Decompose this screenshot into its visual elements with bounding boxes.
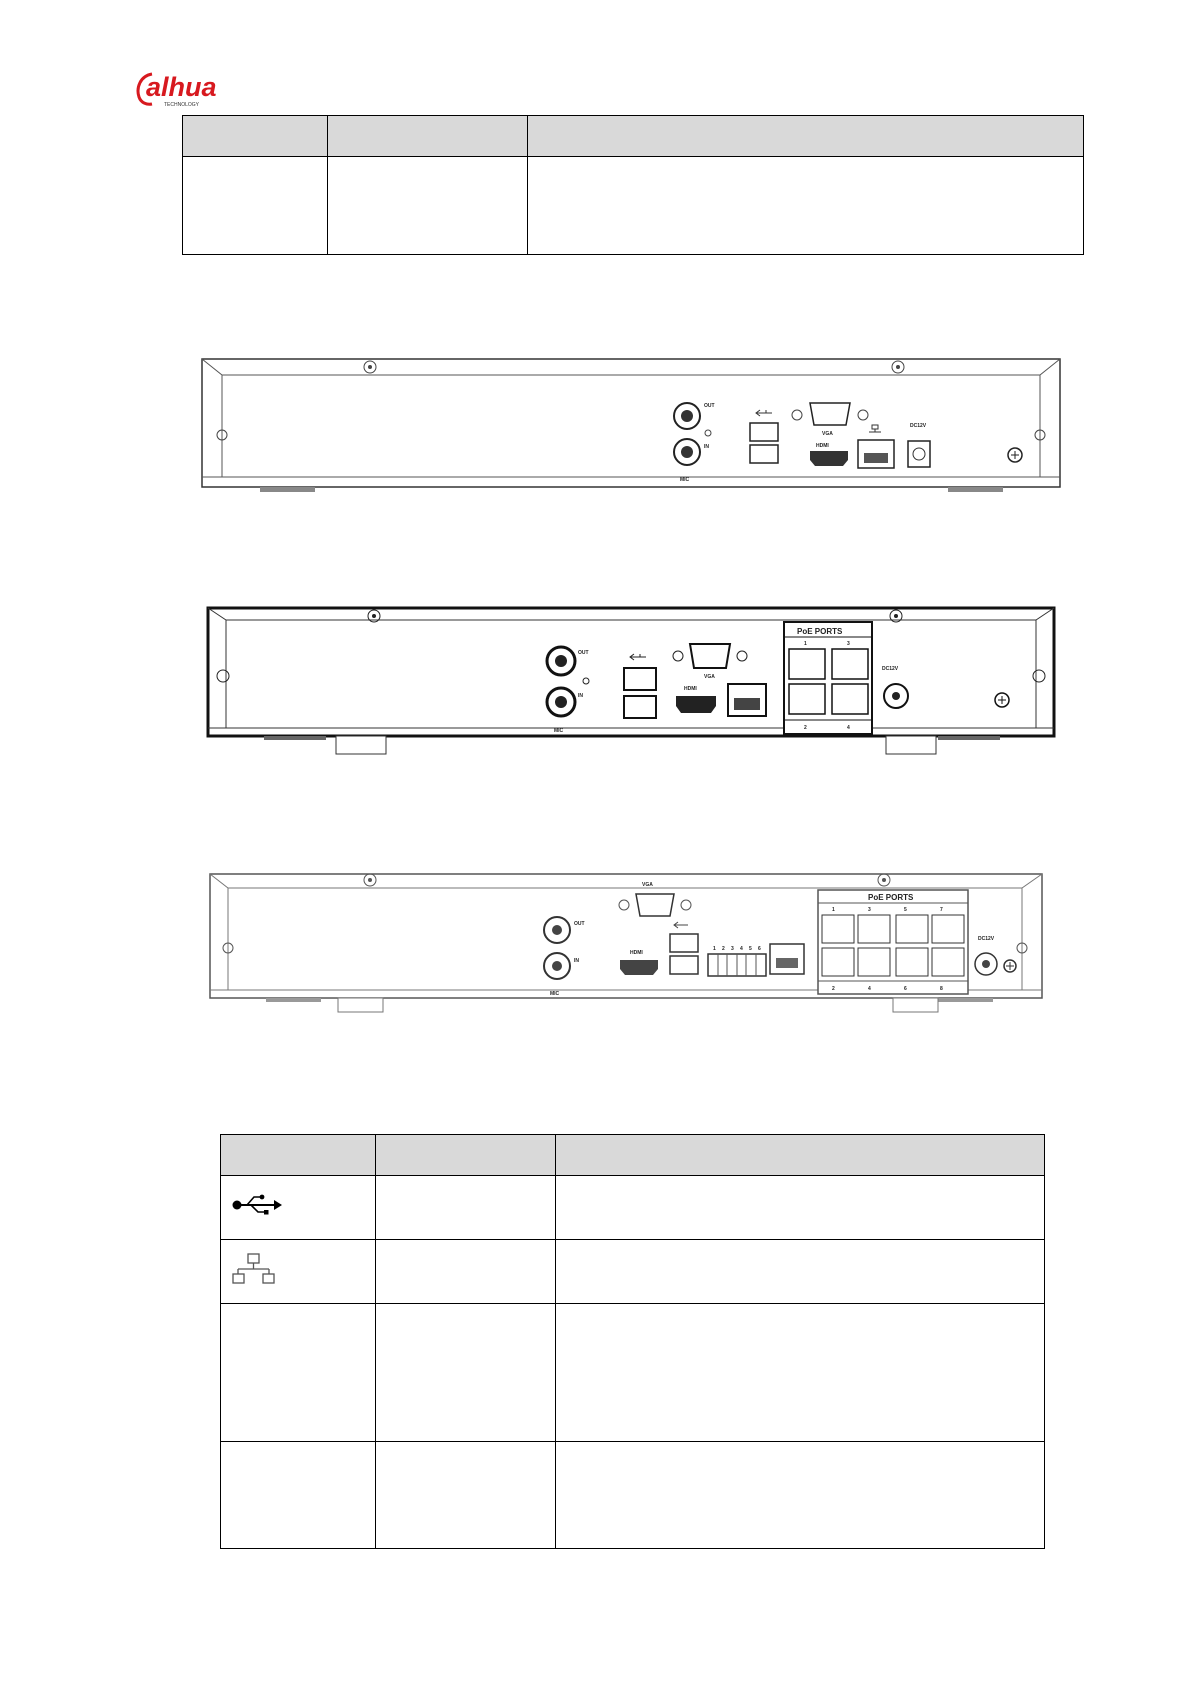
table-cell [183, 157, 328, 255]
hdmi-label: HDMI [816, 443, 829, 449]
poe-port-number: 5 [904, 907, 907, 913]
poe-port-number: 8 [940, 986, 943, 992]
usb-port [624, 668, 656, 690]
poe-port-number: 6 [904, 986, 907, 992]
usb-port [624, 696, 656, 718]
alarm-terminal-number: 2 [722, 946, 725, 952]
port-description-table [220, 1134, 1045, 1549]
hdmi-port [676, 696, 716, 713]
poe-port-group [818, 890, 968, 994]
mic-label: MIC [680, 477, 690, 483]
network-port [770, 944, 804, 974]
poe-port-number: 3 [868, 907, 871, 913]
vga-label: VGA [822, 431, 833, 437]
poe-port-number: 4 [847, 725, 850, 731]
logo-wordmark: alhua [146, 72, 217, 102]
hdmi-label: HDMI [684, 686, 697, 692]
header-cell [556, 1135, 1045, 1176]
mic-label: MIC [550, 991, 560, 997]
header-cell [376, 1135, 556, 1176]
alarm-terminal-number: 1 [713, 946, 716, 952]
audio-out-label: OUT [574, 921, 585, 927]
table-header-row [183, 116, 1084, 157]
table-cell [528, 157, 1084, 255]
table-cell [376, 1304, 556, 1442]
header-cell [328, 116, 528, 157]
poe-ports-label: PoE PORTS [797, 627, 843, 636]
vga-label: VGA [642, 882, 653, 888]
table-row [221, 1442, 1045, 1549]
table-cell [376, 1176, 556, 1240]
table-cell [376, 1240, 556, 1304]
poe-port-number: 1 [832, 907, 835, 913]
usb-icon [231, 1192, 283, 1218]
table-cell [221, 1176, 376, 1240]
poe-port-number: 1 [804, 641, 807, 647]
table-cell [221, 1240, 376, 1304]
alarm-terminal-number: 3 [731, 946, 734, 952]
network-port [858, 440, 894, 468]
header-cell [528, 116, 1084, 157]
poe-port-number: 7 [940, 907, 943, 913]
table-row [221, 1240, 1045, 1304]
mic-label: MIC [554, 728, 564, 734]
power-label: DC12V [882, 666, 899, 672]
hdmi-port [620, 960, 658, 975]
usb-port [750, 445, 778, 463]
usb-port [750, 423, 778, 441]
poe-ports-label: PoE PORTS [868, 893, 914, 902]
poe-port-number: 3 [847, 641, 850, 647]
table-header-row [221, 1135, 1045, 1176]
poe-port-number: 4 [868, 986, 871, 992]
poe-port-group [784, 622, 872, 734]
logo-tagline: TECHNOLOGY [164, 102, 200, 108]
table-cell [556, 1176, 1045, 1240]
table-cell [376, 1442, 556, 1549]
audio-out-label: OUT [704, 403, 715, 409]
rear-panel-poe8 [208, 870, 1044, 1020]
header-cell [183, 116, 328, 157]
dahua-logo [136, 70, 256, 110]
table-row [221, 1176, 1045, 1240]
rear-panel-basic [200, 355, 1062, 493]
audio-in-label: IN [578, 693, 583, 699]
rear-panel-poe4 [206, 604, 1056, 760]
usb-port [670, 934, 698, 952]
power-port [908, 441, 930, 467]
table-row [183, 157, 1084, 255]
network-icon [231, 1252, 277, 1286]
alarm-terminal-number: 4 [740, 946, 743, 952]
table-cell [556, 1240, 1045, 1304]
top-spec-table [182, 115, 1084, 255]
poe-port-number: 2 [804, 725, 807, 731]
table-cell [556, 1304, 1045, 1442]
poe-port-number: 2 [832, 986, 835, 992]
table-cell [221, 1304, 376, 1442]
table-row [221, 1304, 1045, 1442]
table-cell [328, 157, 528, 255]
table-cell [221, 1442, 376, 1549]
table-cell [556, 1442, 1045, 1549]
power-label: DC12V [978, 936, 995, 942]
vga-label: VGA [704, 674, 715, 680]
header-cell [221, 1135, 376, 1176]
usb-port [670, 956, 698, 974]
audio-in-label: IN [574, 958, 579, 964]
audio-in-label: IN [704, 444, 709, 450]
alarm-terminal-number: 5 [749, 946, 752, 952]
power-label: DC12V [910, 423, 927, 429]
hdmi-label: HDMI [630, 950, 643, 956]
network-port [728, 684, 766, 716]
hdmi-port [810, 451, 848, 466]
alarm-terminal-number: 6 [758, 946, 761, 952]
audio-out-label: OUT [578, 650, 589, 656]
